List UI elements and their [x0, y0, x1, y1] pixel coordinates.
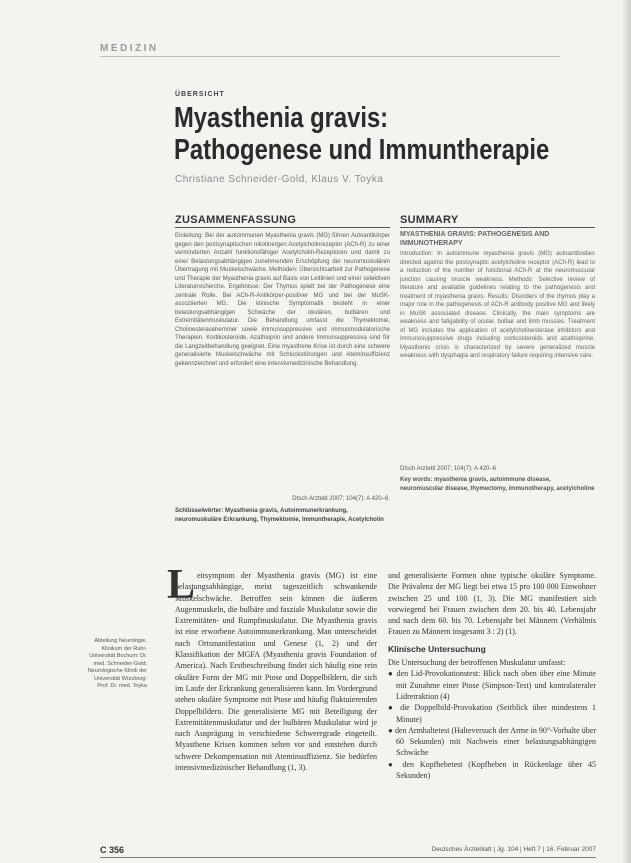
article-title	[174, 102, 549, 166]
body-right-lead: Die Untersuchung der betroffenen Muskulatur umfasst:	[388, 658, 566, 668]
list-item: ● die Doppelbild-Provokation (Seitblick über mindestens 1 Minute)	[388, 703, 596, 724]
article-kicker: ÜBERSICHT	[175, 91, 225, 98]
abstract-en-citation: Dtsch Arztebl 2007; 104(7): A 420–6	[400, 466, 497, 472]
list-item: ● den Armhaltetest (Halteversuch der Arme in 90°-Vorhalte über 60 Sekunden) mit Nachweis einer belastungsabhängigen Schwäche	[388, 725, 596, 758]
author-affiliation-note: Abteilung Neurologie, Klinikum der Ruhr-Universität Bochum: Dr. med. Schneider-Gold; Neurologische Klinik der Universität Würzburg: Prof. Dr. med. Toyka	[87, 638, 147, 689]
page-edge-shadow	[621, 0, 631, 863]
author-line: Christiane Schneider-Gold, Klaus V. Toyka	[175, 174, 384, 185]
abstract-de-keywords: Schlüsselwörter: Myasthenia gravis, Autoimmunerkrankung, neuromuskuläre Erkrankung, Thymektomie, Immuntherapie, Acetylcholin	[175, 508, 384, 523]
body-column-right	[388, 570, 596, 781]
body-column-left: eitsymptom der Myasthenia gravis (MG) ist eine belastungsabhängige, meist tageszeitlich schwankende Muskelschwäche. Betroffen sein können die äußeren Augenmuskeln, die bulbäre und fasziale Muskulatur sowie die Extremitäten- und Rumpfmuskulatur. Die Myasthenia gravis ist eine erworbene Autoimmunerkrankung. Man unterscheidet nach Ortsmanifestation und Genese (1, 2) und der Klassifikation der MGFA (Myasthenia gravis Foundation of America). Nach Erstbeschreibung findet sich häufig eine rein okuläre Form der MG mit Ptose und Doppelbildern, die sich im Laufe der Erkrankung generalisieren kann. Im Vordergrund stehen okuläre Symptome mit Ptose und häufig fluktuierenden Doppelbildern. Die generalisierte MG mit Beteiligung der Extremitätenmuskulatur und der bulbären Muskulatur wird je nach Ausprägung in verschiedene Schweregrade eingeteilt. Myasthene Krisen kommen selten vor und entstehen durch schwere Dekompensation mit Ateminsuffizienz. Sie bedürfen intensivmedizinischer Behandlung (1, 3).	[175, 571, 377, 773]
abstract-de-heading: ZUSAMMENFASSUNG	[175, 214, 297, 226]
body-subheading: Klinische Untersuchung	[388, 643, 486, 654]
section-label: MEDIZIN	[100, 43, 159, 54]
abstract-en-text: Introduction: In autoimmune myasthenia gravis (MG) autoantibodies directed against the postsynaptic acetylcholine receptor (ACh-R) lead to a reduction of the number of functional ACh-R at the neuromuscular junction causing muscle weakness. Methods: Selective review of literature and available guidelines relating to the pathogenesis and treatment of myasthenia gravis. Results: Disorders of the thymus play a major role in the pathogenesis of ACh-R antibody positive MG and likely in MuSK associated disease. Clinically, the main symptoms are weakness and fatigability of ocular, bulbar and limb muscles. Treatment of MG includes the application of acetylcholinesterase inhibitors and immunosuppressive drugs including corticosteroids and azathioprine. Myasthenic crisis is characterized by severe generalized muscle weakness with dysphagia and respiratory failure requiring intensive care.	[400, 251, 595, 359]
drop-cap: L	[167, 562, 196, 608]
footer-rule	[100, 857, 596, 858]
list-item: ● den Kopfhebetest (Kopfheben in Rückenlage über 45 Sekunden)	[388, 759, 596, 781]
abstract-en-rule	[400, 227, 595, 228]
list-item: ● den Lid-Provokationstest: Blick nach oben über eine Minute mit Zunahme einer Ptose (Simpson-Test) und kontralateraler Lidretraktion (4)	[388, 669, 596, 701]
bullet-list	[388, 668, 596, 781]
title-line-2: Pathogenese und Immuntherapie	[174, 134, 550, 166]
abstract-de-text: Einleitung: Bei der autoimmunen Myasthenia gravis (MG) führen Autoantikörper gegen den postsynaptischen nikotinergen Acetylcholinrezeptor (ACh-R) zu einer verminderten Anzahl funktionsfähiger Acetylcholin-Rezeptoren und damit zu einer Belastungsabhängigen zunehmenden Erschöpfung der neuromuskulären Übertragung mit Muskelschwäche. Methoden: Übersichtsarbeit zur Pathogenese und Therapie der Myasthenia gravis auf Basis von Leitlinien und einer selektiven Literaturrecherche. Ergebnisse: Der Thymus spielt bei der Pathogenese eine zentrale Rolle. Bei ACh-R-Antikörper-positiver MG und bei der MuSK-assoziierten MG. Die klinische Symptomatik besteht in einer belastungsabhängigen Schwäche der okulären, bulbären und Extremitätenmuskulatur. Die Behandlung umfasst die Thymektomie, Cholinesterasehemmer sowie immunsuppressive und immunmodulatorische Therapien. Kortikosteroide, Azathioprin und andere Immunsuppressiva sind für die Langzeitbehandlung geeignet. Eine myasthene Krise ist durch eine schwere generalisierte Muskelschwäche mit Schluckstörungen und Ateminsuffizienz gekennzeichnet und erfordert eine intensivmedizinische Behandlung.	[175, 233, 390, 367]
body-right-intro: und generalisierte Formen ohne typische okuläre Symptome. Die Prävalenz der MG liegt bei etwa 15 pro 100 000 Einwohner zwischen 25 und 100 (1, 3). Die MG manifestiert sich vorwiegend bei Frauen zwischen dem 20. bis 40. Lebensjahr und nach dem 60. bis 70. Lebensjahr bei Männern (Verhältnis Frauen zu Männern insgesamt 3 : 2) (1).	[388, 571, 596, 637]
abstract-en-keywords: Key words: myasthenia gravis, autoimmune disease, neuromuscular disease, thymectomy, immunotherapy, acetylcholine	[400, 477, 595, 492]
journal-footer: Deutsches Ärzteblatt | Jg. 104 | Heft 7 | 16. Februar 2007	[431, 846, 596, 853]
section-divider	[100, 56, 560, 57]
abstract-de-rule	[175, 227, 390, 228]
abstract-de-citation: Dtsch Arztebl 2007; 104(7): A 420–6.	[292, 496, 390, 502]
abstract-en-subtitle: MYASTHENIA GRAVIS: PATHOGENESIS AND IMMUNOTHERAPY	[400, 231, 550, 247]
page-number: C 356	[100, 845, 125, 855]
abstract-en-heading: SUMMARY	[400, 214, 459, 226]
title-line-1: Myasthenia gravis:	[174, 102, 389, 134]
